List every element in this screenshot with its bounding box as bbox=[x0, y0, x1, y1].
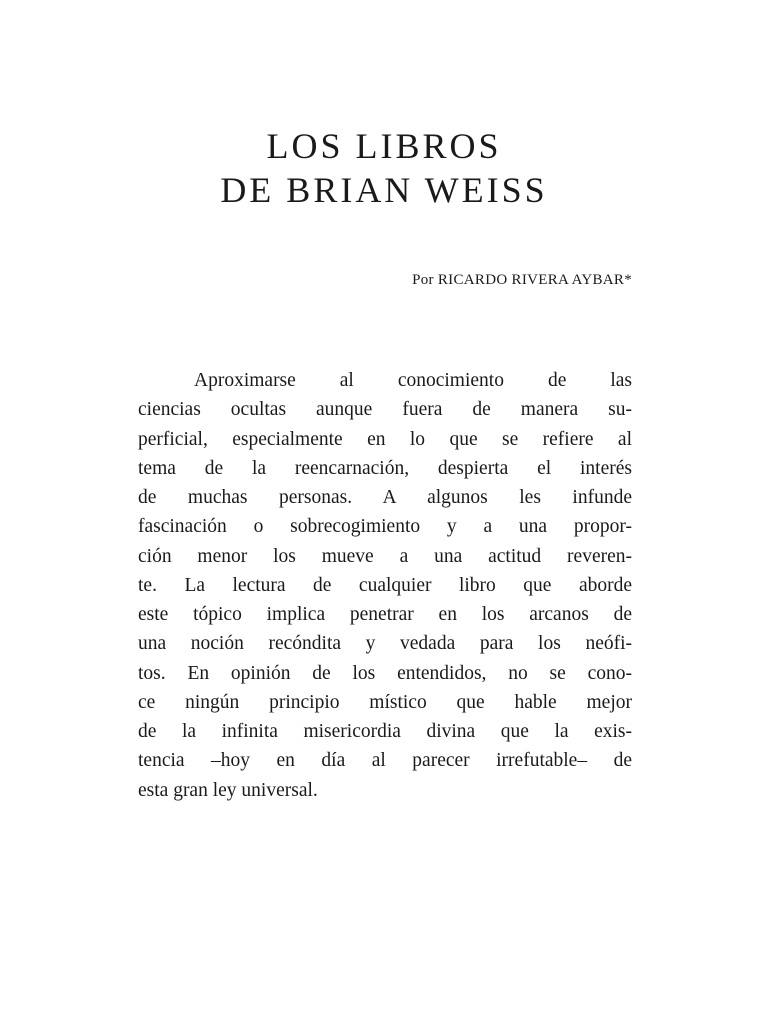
paragraph-line: ción menor los mueve a una actitud reveren- bbox=[138, 545, 632, 567]
paragraph-line: fascinación o sobrecogimiento y a una propor- bbox=[138, 516, 632, 538]
paragraph-line: ciencias ocultas aunque fuera de manera su- bbox=[138, 399, 632, 421]
paragraph-line: tencia –hoy en día al parecer irrefutable– de bbox=[138, 750, 632, 772]
author-byline: Por RICARDO RIVERA AYBAR* bbox=[412, 272, 632, 288]
paragraph-line: una noción recóndita y vedada para los neófi- bbox=[138, 633, 632, 655]
paragraph-line: te. La lectura de cualquier libro que aborde bbox=[138, 574, 632, 596]
paragraph-line: esta gran ley universal. bbox=[138, 779, 318, 801]
paragraph-line: tos. En opinión de los entendidos, no se cono- bbox=[138, 662, 632, 684]
paragraph-line: ce ningún principio místico que hable mejor bbox=[138, 691, 632, 713]
title-line-1: LOS LIBROS bbox=[266, 126, 502, 166]
paragraph-line: tema de la reencarnación, despierta el interés bbox=[138, 457, 632, 479]
body-paragraph bbox=[138, 366, 632, 805]
document-title bbox=[0, 124, 768, 212]
paragraph-line: de muchas personas. A algunos les infunde bbox=[138, 487, 632, 508]
paragraph-line: de la infinita misericordia divina que la exis- bbox=[138, 721, 632, 742]
paragraph-line: perficial, especialmente en lo que se refiere al bbox=[138, 428, 632, 450]
paragraph-line: Aproximarse al conocimiento de las bbox=[194, 370, 632, 391]
paragraph-line: este tópico implica penetrar en los arcanos de bbox=[138, 604, 632, 625]
title-line-2: DE BRIAN WEISS bbox=[220, 170, 548, 210]
